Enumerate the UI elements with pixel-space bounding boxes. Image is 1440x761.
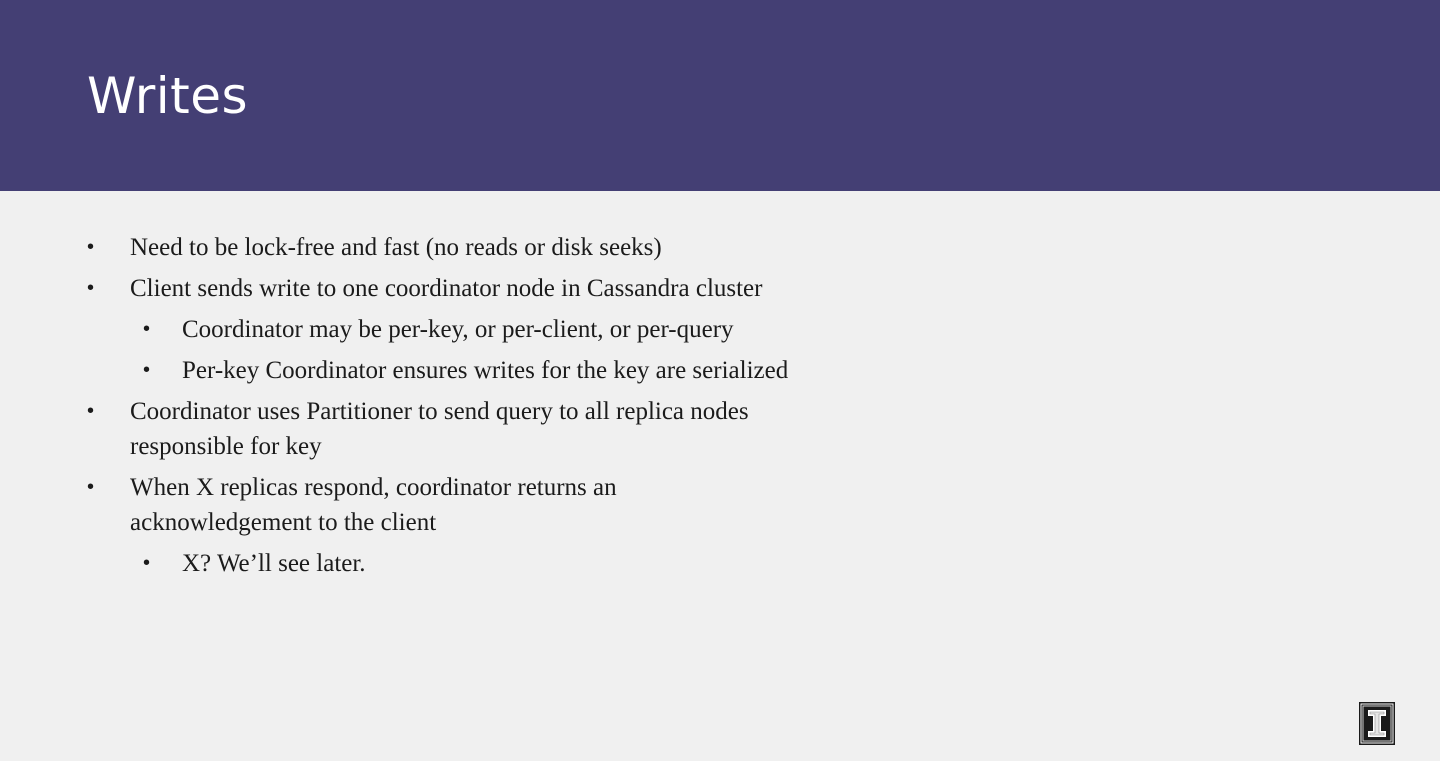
bullet-text: X? We’ll see later. bbox=[182, 550, 366, 577]
bullet-text: When X replicas respond, coordinator returns an acknowledgement to the client bbox=[130, 474, 617, 536]
bullet-dot-icon: • bbox=[143, 552, 151, 574]
bullet-dot-icon: • bbox=[87, 236, 95, 258]
bullet-item bbox=[87, 271, 795, 306]
slide-title: Writes bbox=[87, 67, 249, 125]
title-bar bbox=[0, 0, 1440, 191]
bullet-item bbox=[87, 230, 795, 265]
bullet-dot-icon: • bbox=[87, 476, 95, 498]
bullet-dot-icon: • bbox=[143, 318, 151, 340]
sub-bullet-item bbox=[87, 546, 847, 581]
bullet-item bbox=[87, 394, 795, 464]
bullet-list bbox=[87, 230, 857, 587]
bullet-text: Client sends write to one coordinator node in Cassandra cluster bbox=[130, 275, 763, 302]
university-block-i-logo-icon bbox=[1359, 702, 1395, 745]
bullet-dot-icon: • bbox=[143, 359, 151, 381]
bullet-text: Coordinator may be per-key, or per-client, or per-query bbox=[182, 316, 734, 343]
bullet-text: Need to be lock-free and fast (no reads or disk seeks) bbox=[130, 234, 662, 261]
bullet-text: Per-key Coordinator ensures writes for the key are serialized bbox=[182, 357, 789, 384]
bullet-text: Coordinator uses Partitioner to send query to all replica nodes responsible for key bbox=[130, 398, 749, 460]
bullet-dot-icon: • bbox=[87, 400, 95, 422]
bullet-item bbox=[87, 470, 795, 540]
sub-bullet-item bbox=[87, 312, 847, 347]
sub-bullet-item bbox=[87, 353, 847, 388]
bullet-dot-icon: • bbox=[87, 277, 95, 299]
